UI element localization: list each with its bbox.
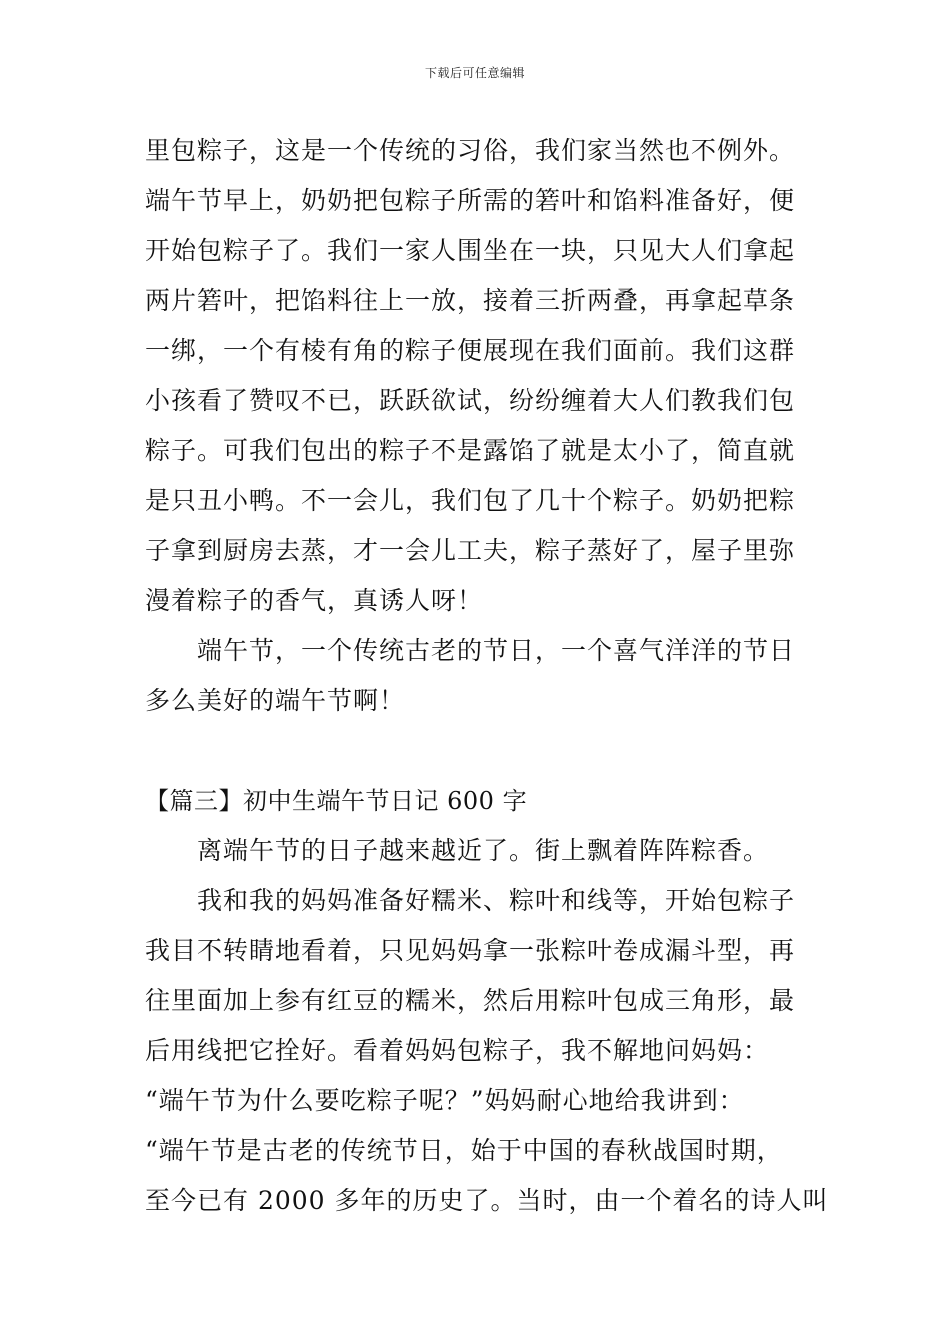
text-line: 往里面加上参有红豆的糯米，然后用粽叶包成三角形，最 [145, 986, 796, 1015]
blank-line [145, 726, 825, 776]
text-line: 是只丑小鸭。不一会儿，我们包了几十个粽子。奶奶把粽 [145, 486, 796, 515]
document-body [145, 126, 829, 1226]
text-line: 粽子。可我们包出的粽子不是露馅了就是太小了，简直就 [145, 436, 796, 465]
text-line: 里包粽子，这是一个传统的习俗，我们家当然也不例外。 [145, 136, 796, 165]
text-line: 子拿到厨房去蒸，才一会儿工夫，粽子蒸好了，屋子里弥 [145, 536, 796, 565]
text-line: 两片箬叶，把馅料往上一放，接着三折两叠，再拿起草条 [145, 286, 796, 315]
page-header: 下载后可任意编辑 [424, 66, 525, 80]
text-line: 端午节早上，奶奶把包粽子所需的箬叶和馅料准备好，便 [145, 186, 796, 215]
text-line: 后用线把它拴好。看着妈妈包粽子，我不解地问妈妈： [145, 1036, 770, 1065]
paragraph-start-line: 我和我的妈妈准备好糯米、粽叶和线等，开始包粽子 [197, 886, 796, 915]
text-line: 漫着粽子的香气，真诱人呀！ [145, 586, 484, 615]
text-line: 我目不转睛地看着，只见妈妈拿一张粽叶卷成漏斗型，再 [145, 936, 796, 965]
paragraph-start-line: 离端午节的日子越来越近了。街上飘着阵阵粽香。 [197, 836, 770, 865]
section-title: 【篇三】初中生端午节日记 600 字 [145, 787, 528, 815]
text-line: 至今已有 2000 多年的历史了。当时，由一个着名的诗人叫 [145, 1186, 829, 1215]
text-line: “端午节是古老的传统节日，始于中国的春秋战国时期， [145, 1136, 783, 1165]
text-line: 一绑，一个有棱有角的粽子便展现在我们面前。我们这群 [145, 336, 796, 365]
text-line: “端午节为什么要吃粽子呢？”妈妈耐心地给我讲到： [145, 1086, 745, 1115]
text-line: 开始包粽子了。我们一家人围坐在一块，只见大人们拿起 [145, 236, 796, 265]
paragraph-start-line: 端午节，一个传统古老的节日，一个喜气洋洋的节日 [197, 636, 796, 665]
text-line: 小孩看了赞叹不已，跃跃欲试，纷纷缠着大人们教我们包 [145, 386, 796, 415]
text-line: 多么美好的端午节啊！ [145, 686, 406, 715]
